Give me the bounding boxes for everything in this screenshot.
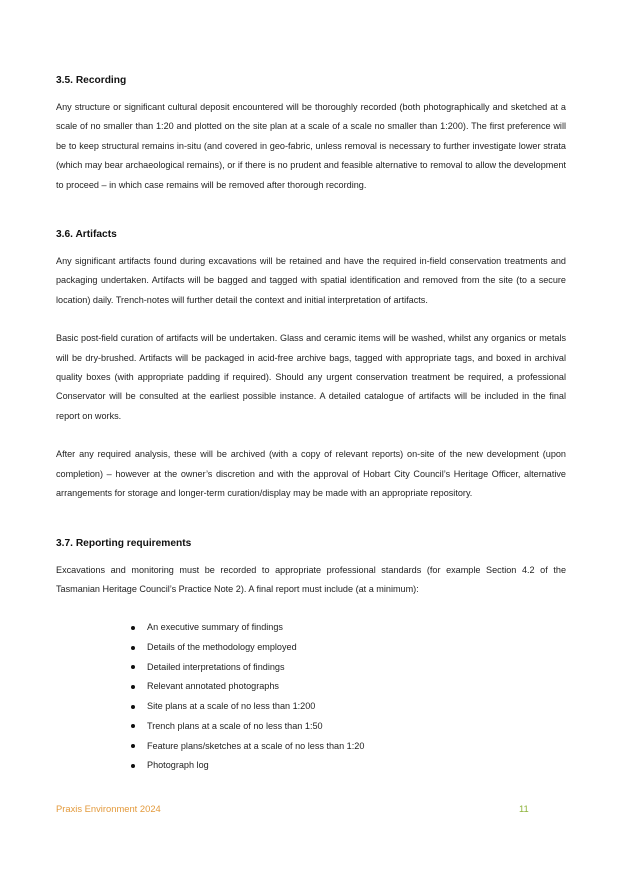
paragraph-spacer [56,599,566,618]
list-item [132,756,566,776]
paragraph-spacer [56,310,566,329]
list-item [132,737,566,757]
list-item [132,717,566,737]
list-item-text: Detailed interpretations of findings [147,661,285,672]
paragraph-spacer [56,426,566,445]
bullet-icon [131,744,135,748]
bullet-icon [131,705,135,709]
paragraph: Basic post-field curation of artifacts will be undertaken. Glass and ceramic items will be washed, whilst any organics or metals will be dry-brushed. Artifacts will be packaged in acid-free archive bags, tagged with appropriate tags, and boxed in archival quality boxes (with appropriate padding if required). Should any urgent conservation treatment be required, a professional Conservator will be consulted at the earliest possible instance. A detailed catalogue of artifacts will be included in the final report on works. [56,333,566,421]
section-spacer [56,195,566,228]
section-reporting-requirements [56,537,566,776]
footer-company: Praxis Environment 2024 [56,803,161,814]
section-heading: 3.6. Artifacts [56,229,117,241]
list-item-text: Relevant annotated photographs [147,681,279,692]
bullet-icon [131,724,135,728]
bullet-icon [131,665,135,669]
list-item-text: Photograph log [147,760,209,771]
section-spacer [56,504,566,537]
paragraph: Any structure or significant cultural deposit encountered will be thoroughly recorded (both photographically and sketched at a scale of no smaller than 1:20 and plotted on the site plan at a scale of a scale no smaller than 1:200). The first preference will be to keep structural remains in-situ (and covered in geo-fabric, unless removal is necessary to further investigate lower strata (which may bear archaeological remains), or if there is no prudent and feasible alternative to removal to allow the development to proceed – in which case remains will be removed after thorough recording. [56,102,566,190]
bullet-icon [131,685,135,689]
list-item-text: Trench plans at a scale of no less than 1:50 [147,720,323,731]
list-item [132,638,566,658]
paragraph: Excavations and monitoring must be recorded to appropriate professional standards (for example Section 4.2 of the Tasmanian Heritage Council’s Practice Note 2). A final report must include (at a minimum): [56,564,566,594]
requirements-list [56,618,566,776]
list-item [132,677,566,697]
bullet-icon [131,626,135,630]
section-recording [56,74,566,195]
list-item [132,618,566,638]
bullet-icon [131,764,135,768]
list-item-text: Feature plans/sketches at a scale of no less than 1:20 [147,740,365,751]
list-item-text: Details of the methodology employed [147,642,297,653]
paragraph: After any required analysis, these will be archived (with a copy of relevant reports) on-site of the new development (upon completion) – however at the owner’s discretion and with the approval of Hobart City Council’s Heritage Officer, alternative arrangements for storage and longer-term curation/display may be made with an appropriate repository. [56,449,566,499]
list-item [132,658,566,678]
paragraph: Any significant artifacts found during excavations will be retained and have the required in-field conservation treatments and packaging undertaken. Artifacts will be bagged and tagged with spatial identification and removed from the site (to a secure location) daily. Trench-notes will further detail the context and initial interpretation of artifacts. [56,256,566,305]
list-item-text: An executive summary of findings [147,622,283,633]
list-item [132,697,566,717]
page-number: 11 [519,803,529,814]
bullet-icon [131,646,135,650]
page-content [56,74,566,776]
section-heading: 3.5. Recording [56,75,127,86]
list-item-text: Site plans at a scale of no less than 1:200 [147,701,316,712]
section-artifacts [56,228,566,503]
section-heading: 3.7. Reporting requirements [56,537,192,549]
